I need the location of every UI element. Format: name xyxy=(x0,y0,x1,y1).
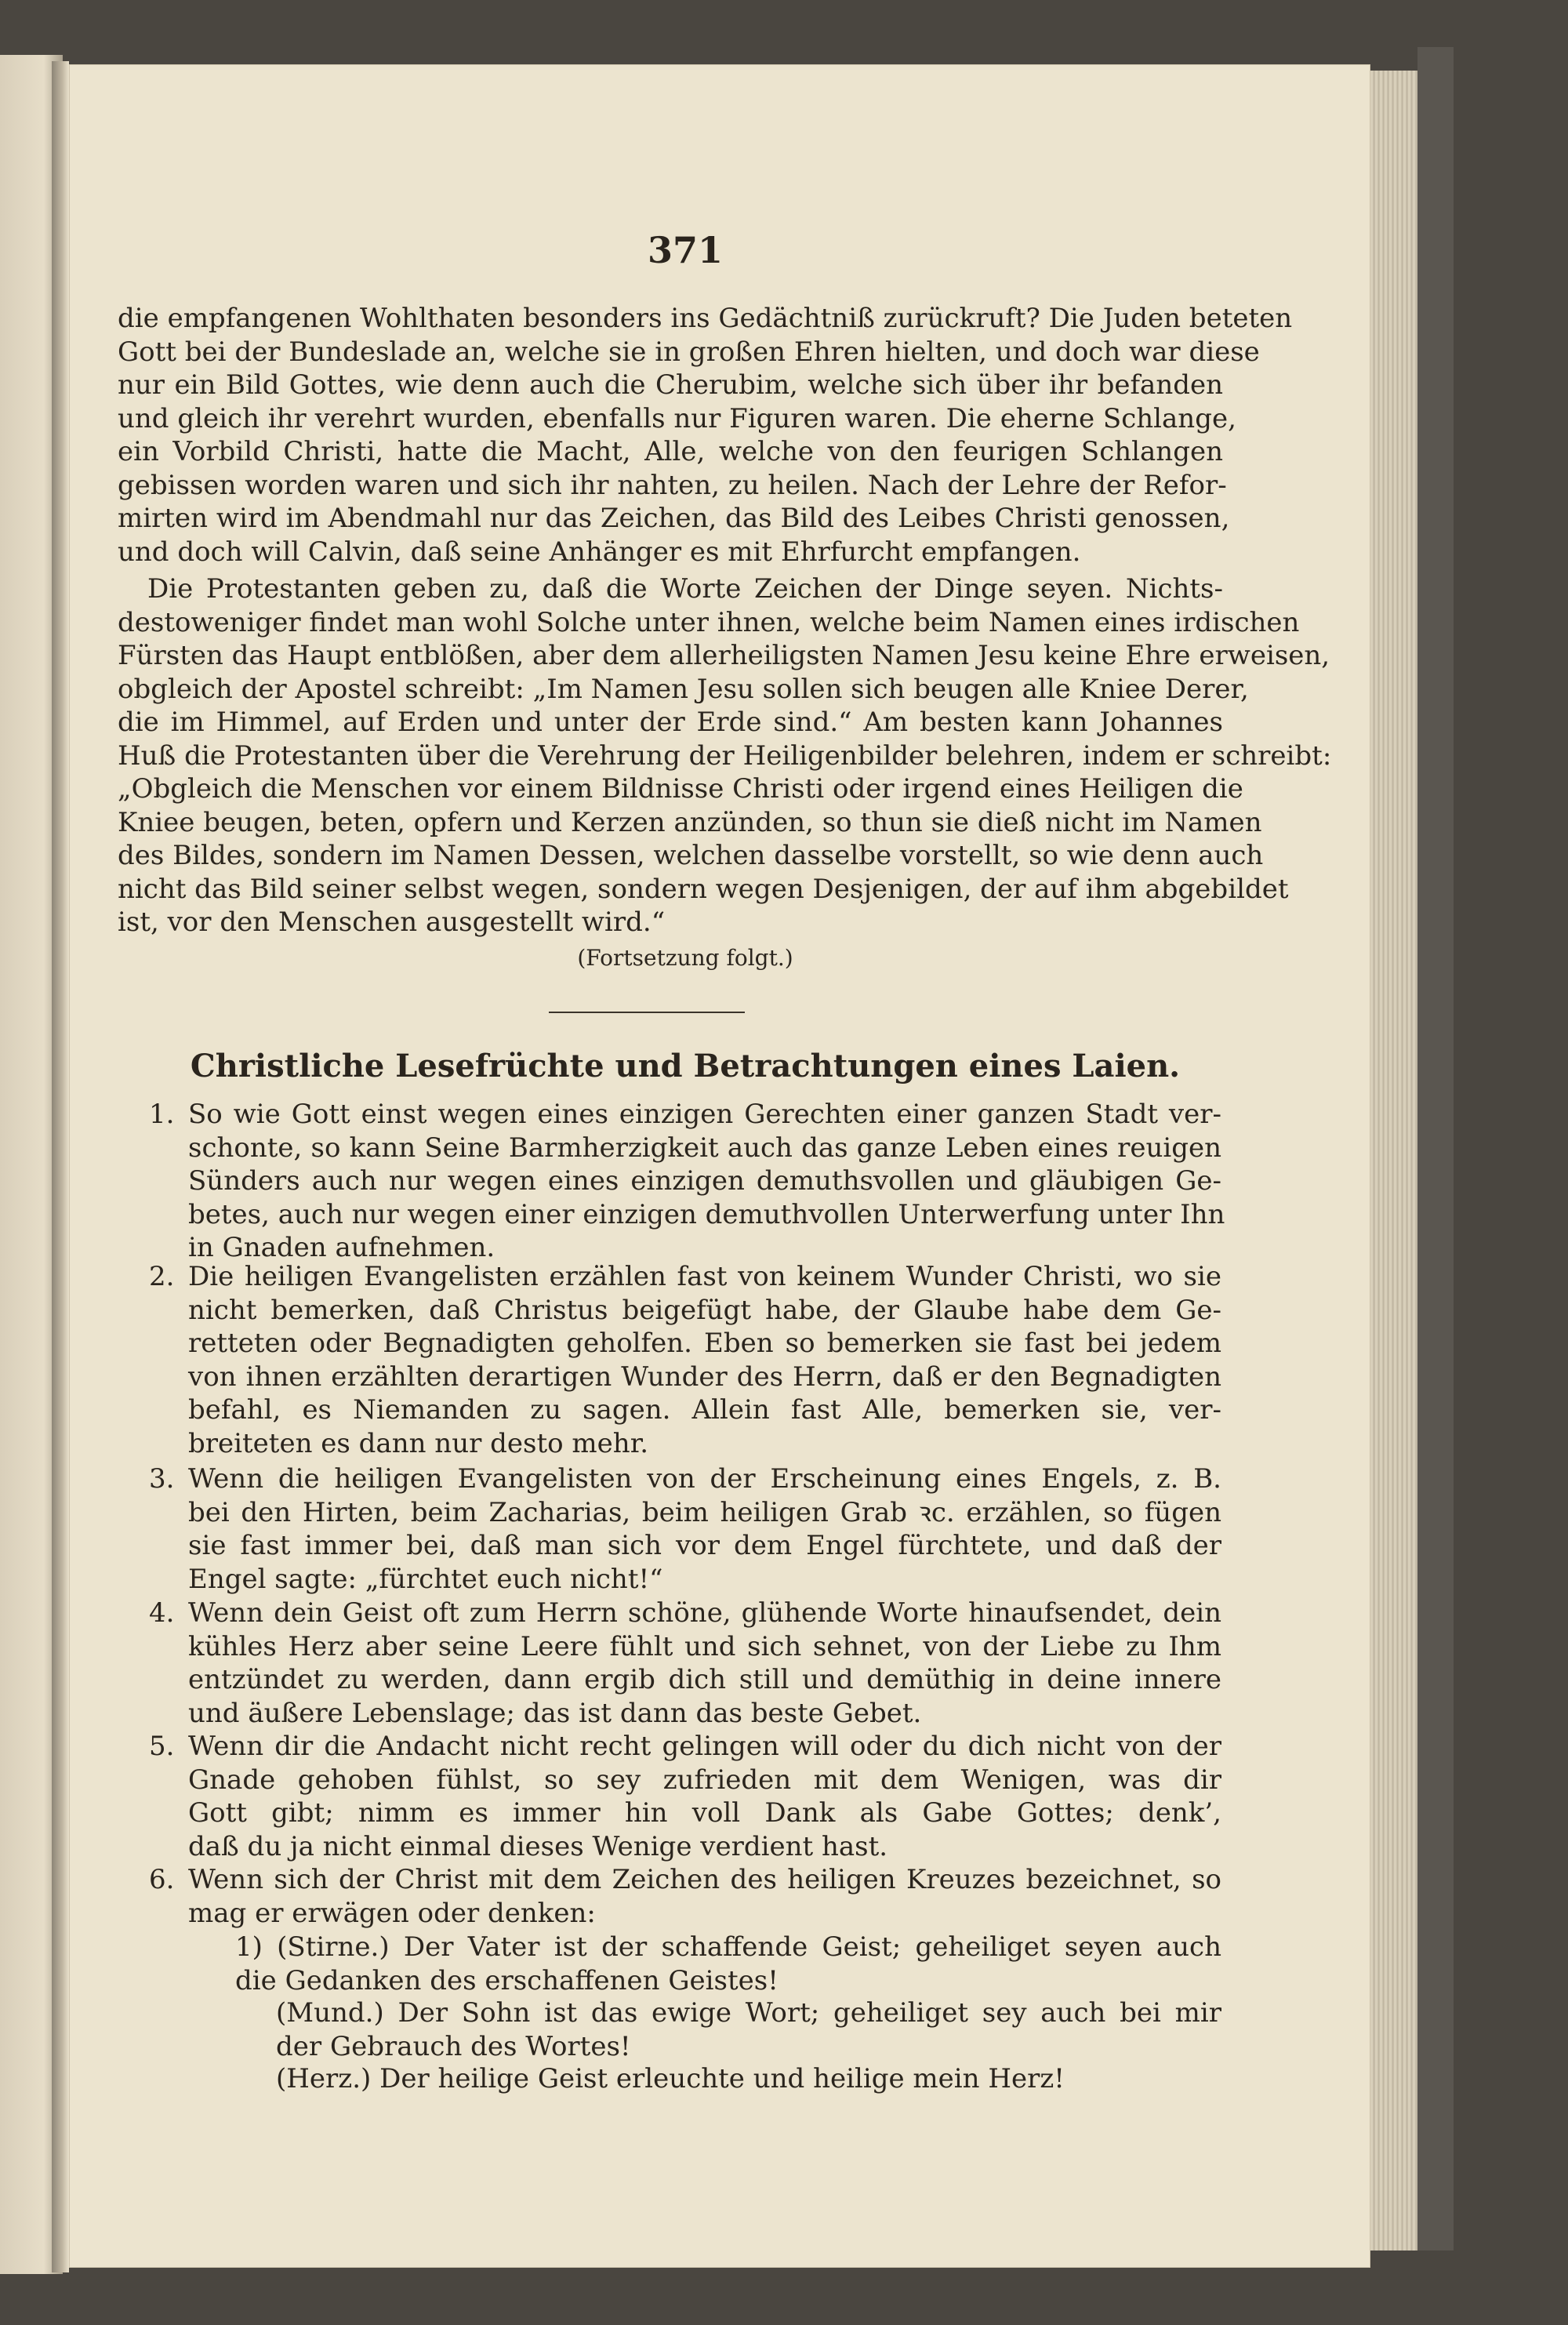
numbered-item xyxy=(149,1098,1225,1265)
numbered-item xyxy=(149,1462,1221,1596)
text-line: die Gedanken des erschaffenen Geistes! xyxy=(235,1964,779,1996)
text-line: betes, auch nur wegen einer einzigen demuthvollen Unterwerfung unter Ihn xyxy=(188,1198,1225,1230)
text-line: der Gebrauch des Wortes! xyxy=(276,2030,631,2062)
text-line: (Mund.) Der Sohn ist das ewige Wort; geheiliget sey auch bei mir xyxy=(276,1997,1221,2029)
text-line: So wie Gott einst wegen eines einzigen Gerechten einer ganzen Stadt ver- xyxy=(188,1099,1221,1130)
item-number: 2. xyxy=(149,1261,175,1292)
text-line: nicht bemerken, daß Christus beigefügt habe, der Glaube habe dem Ge- xyxy=(188,1294,1221,1326)
text-line: gebissen worden waren und sich ihr nahten, zu heilen. Nach der Lehre der Refor- xyxy=(118,469,1227,501)
page-stack-edges xyxy=(1370,71,1417,2251)
text-line: retteten oder Begnadigten geholfen. Eben so bemerken sie fast bei jedem xyxy=(188,1328,1221,1359)
page-number: 371 xyxy=(647,229,724,271)
text-line: kühles Herz aber seine Leere fühlt und sich sehnet, von der Liebe zu Ihm xyxy=(188,1630,1221,1662)
sub-item xyxy=(276,2062,1221,2096)
text-line: Sünders auch nur wegen eines einzigen demuthsvollen und gläubigen Ge- xyxy=(188,1165,1221,1197)
item-number: 4. xyxy=(149,1597,175,1629)
text-line: die empfangenen Wohlthaten besonders ins Gedächtniß zurückruft? Die Juden beteten xyxy=(118,303,1293,334)
text-line: breiteten es dann nur desto mehr. xyxy=(188,1427,649,1459)
text-line: nur ein Bild Gottes, wie denn auch die Cherubim, welche sich über ihr befanden xyxy=(118,369,1223,401)
item-number: 5. xyxy=(149,1731,175,1762)
text-line: Die Protestanten geben zu, daß die Worte Zeichen der Dinge seyen. Nichts- xyxy=(147,573,1223,605)
text-line: 1) (Stirne.) Der Vater ist der schaffende Geist; geheiliget seyen auch xyxy=(235,1931,1221,1963)
section-heading: Christliche Lesefrüchte und Betrachtungen eines Laien. xyxy=(190,1048,1181,1084)
sub-item xyxy=(235,1931,1221,1997)
text-line: ist, vor den Menschen ausgestellt wird.“ xyxy=(118,906,666,938)
text-line: Gnade gehoben fühlst, so sey zufrieden mit dem Wenigen, was dir xyxy=(188,1764,1221,1796)
text-line: des Bildes, sondern im Namen Dessen, welchen dasselbe vorstellt, so wie denn auch xyxy=(118,840,1264,871)
text-line: destoweniger findet man wohl Solche unter ihnen, welche beim Namen eines irdischen xyxy=(118,606,1300,638)
numbered-item xyxy=(149,1863,1221,1930)
text-line: ein Vorbild Christi, hatte die Macht, Alle, welche von den feurigen Schlangen xyxy=(118,436,1223,467)
book-cover-edge xyxy=(1417,47,1454,2251)
text-line: Engel sagte: „fürchtet euch nicht!“ xyxy=(188,1563,663,1595)
text-line: Die heiligen Evangelisten erzählen fast von keinem Wunder Christi, wo sie xyxy=(188,1261,1221,1292)
text-line: Kniee beugen, beten, opfern und Kerzen anzünden, so thun sie dieß nicht im Namen xyxy=(118,806,1262,838)
text-line: Gott bei der Bundeslade an, welche sie in großen Ehren hielten, und doch war diese xyxy=(118,336,1260,368)
text-line: befahl, es Niemanden zu sagen. Allein fast Alle, bemerken sie, ver- xyxy=(188,1394,1221,1426)
text-line: mag er erwägen oder denken: xyxy=(188,1897,596,1929)
text-line: entzündet zu werden, dann ergib dich still und demüthig in deine innere xyxy=(188,1664,1221,1695)
text-line: sie fast immer bei, daß man sich vor dem Engel fürchtete, und daß der xyxy=(188,1530,1221,1561)
text-line: Wenn die heiligen Evangelisten von der Erscheinung eines Engels, z. B. xyxy=(188,1463,1221,1495)
text-line: nicht das Bild seiner selbst wegen, sondern wegen Desjenigen, der auf ihm abgebildet xyxy=(118,873,1289,905)
text-line: Fürsten das Haupt entblößen, aber dem allerheiligsten Namen Jesu keine Ehre erweisen, xyxy=(118,640,1330,671)
text-line: und gleich ihr verehrt wurden, ebenfalls nur Figuren waren. Die eherne Schlange, xyxy=(118,402,1236,434)
text-line: bei den Hirten, beim Zacharias, beim heiligen Grab ꝛc. erzählen, so fügen xyxy=(188,1496,1221,1528)
text-line: von ihnen erzählten derartigen Wunder des Herrn, daß er den Begnadigten xyxy=(188,1360,1221,1393)
item-number: 1. xyxy=(149,1099,175,1130)
section-divider xyxy=(549,1012,745,1013)
text-line: „Obgleich die Menschen vor einem Bildnisse Christi oder irgend eines Heiligen die xyxy=(118,773,1243,805)
numbered-item xyxy=(149,1597,1221,1730)
text-line: und äußere Lebenslage; das ist dann das beste Gebet. xyxy=(188,1697,922,1729)
item-number: 6. xyxy=(149,1864,175,1895)
continued-note: (Fortsetzung folgt.) xyxy=(577,945,793,971)
item-number: 3. xyxy=(149,1463,175,1495)
text-line: in Gnaden aufnehmen. xyxy=(188,1232,495,1263)
text-line: Wenn dein Geist oft zum Herrn schöne, glühende Worte hinaufsendet, dein xyxy=(188,1597,1221,1629)
text-line: Gott gibt; nimm es immer hin voll Dank als Gabe Gottes; denk’, xyxy=(188,1797,1221,1829)
text-line: die im Himmel, auf Erden und unter der Erde sind.“ Am besten kann Johannes xyxy=(118,707,1223,738)
numbered-item xyxy=(149,1260,1221,1460)
text-line: Wenn sich der Christ mit dem Zeichen des heiligen Kreuzes bezeichnet, so xyxy=(188,1864,1221,1895)
paragraph xyxy=(118,572,1332,939)
text-line: (Herz.) Der heilige Geist erleuchte und heilige mein Herz! xyxy=(276,2063,1065,2094)
text-line: daß du ja nicht einmal dieses Wenige verdient hast. xyxy=(188,1830,888,1862)
text-line: Huß die Protestanten über die Verehrung der Heiligenbilder belehren, indem er schreibt: xyxy=(118,739,1332,772)
paragraph xyxy=(118,302,1293,569)
text-line: und doch will Calvin, daß seine Anhänger es mit Ehrfurcht empfangen. xyxy=(118,536,1081,568)
numbered-item xyxy=(149,1730,1221,1863)
text-line: mirten wird im Abendmahl nur das Zeichen, das Bild des Leibes Christi genossen, xyxy=(118,503,1230,534)
text-line: obgleich der Apostel schreibt: „Im Namen Jesu sollen sich beugen alle Kniee Derer, xyxy=(118,673,1249,705)
text-line: schonte, so kann Seine Barmherzigkeit auch das ganze Leben eines reuigen xyxy=(188,1132,1221,1164)
sub-item xyxy=(276,1996,1221,2063)
text-line: Wenn dir die Andacht nicht recht gelingen will oder du dich nicht von der xyxy=(188,1731,1221,1762)
book-gutter xyxy=(52,61,69,2272)
